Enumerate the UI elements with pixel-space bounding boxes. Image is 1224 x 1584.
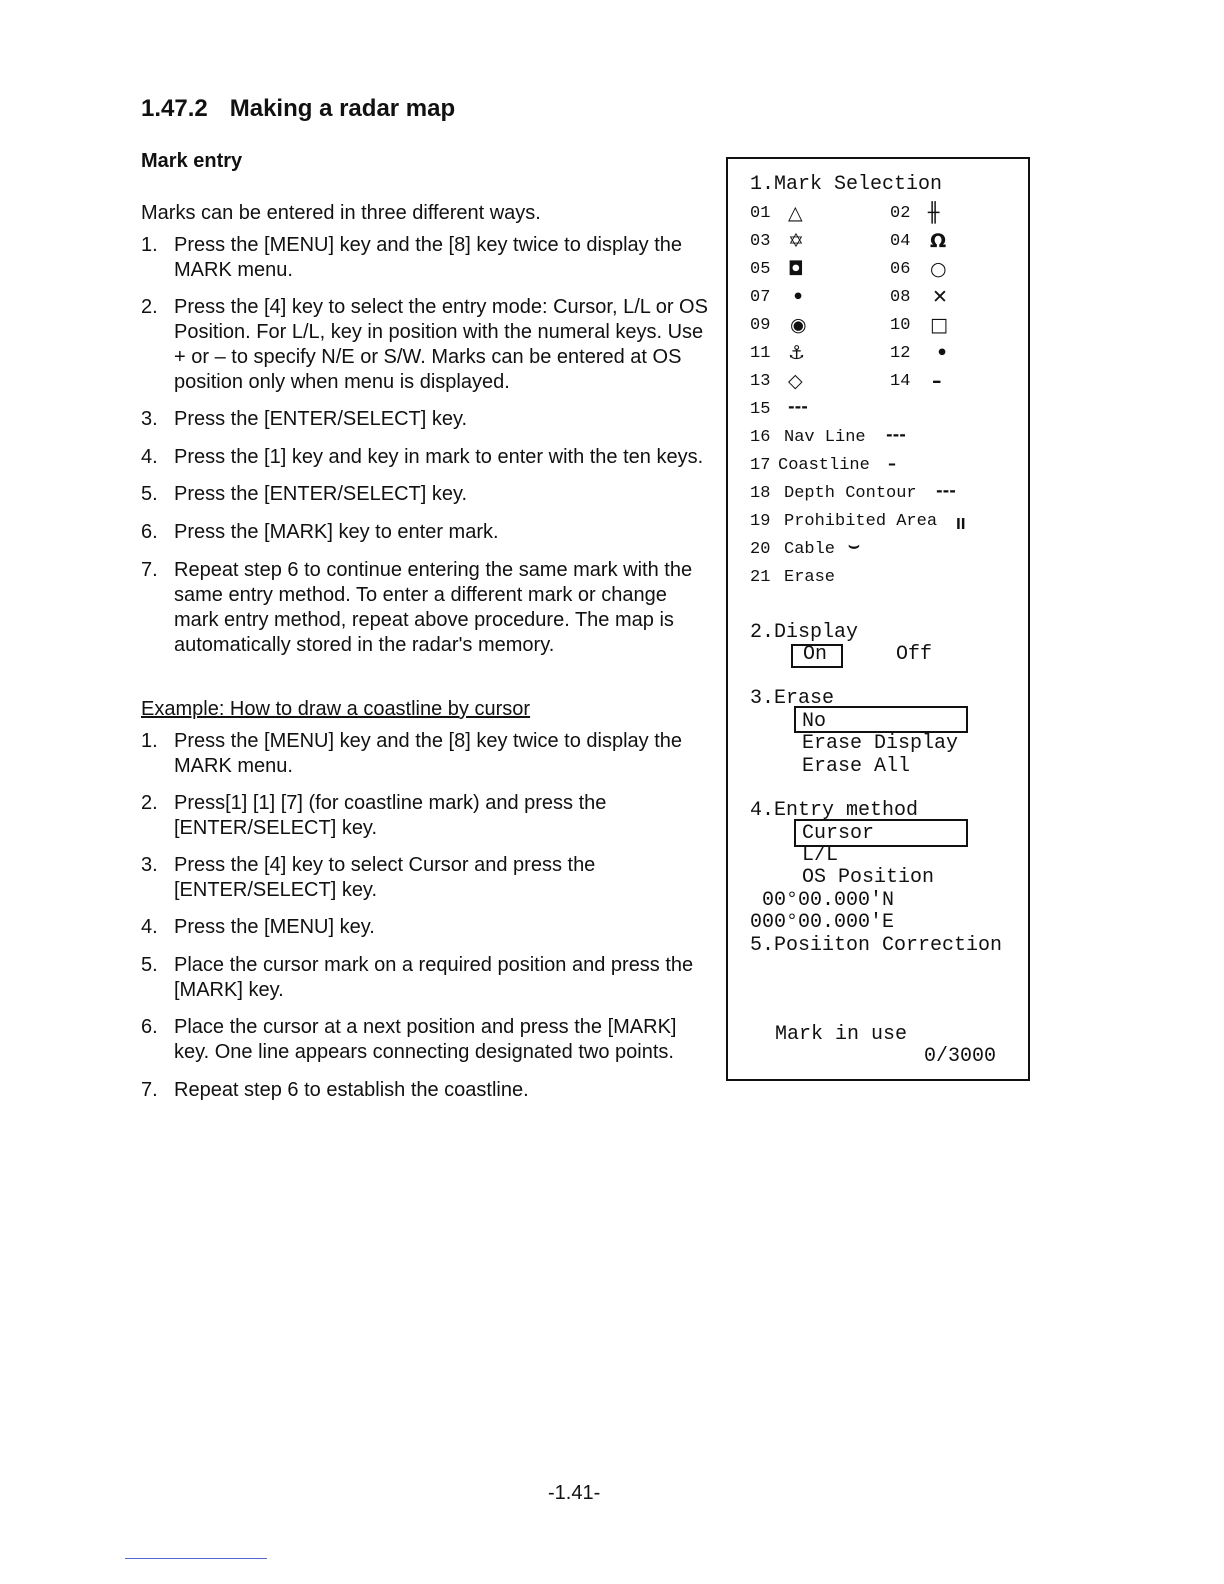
list-item: 5. Press the [ENTER/SELECT] key.	[141, 483, 468, 505]
line-mark-label: Prohibited Area	[784, 512, 938, 531]
list-item: 2. Press the [4] key to select the entry mode: Cursor, L/L or OS Position. For L/L, key in position with the numeral keys. Use + or – to specify N/E or S/W. Marks can be entered at OS position only when menu is displayed.	[141, 296, 708, 393]
subheading: Mark entry	[141, 150, 243, 172]
mark-code: 11	[750, 344, 771, 363]
list-item: 1. Press the [MENU] key and the [8] key twice to display the MARK menu.	[141, 730, 683, 777]
entry-option-ll[interactable]: L/L	[802, 844, 839, 867]
nav-line-icon: ---	[886, 425, 906, 444]
prohibited-area-icon: ꞁꞁ	[956, 514, 966, 530]
mark-code: 06	[890, 260, 911, 279]
list-item: 7. Repeat step 6 to establish the coastline.	[141, 1079, 529, 1101]
position-correction-item[interactable]: 5.Posiiton Correction	[750, 934, 1003, 957]
page-number: -1.41-	[548, 1482, 601, 1504]
lighthouse-icon: Ω	[930, 230, 947, 252]
footer-divider	[125, 1558, 267, 1559]
square-dot-icon: ◘	[788, 258, 804, 280]
diamond-icon: ◇	[788, 370, 803, 392]
list-item: 5. Place the cursor mark on a required position and press the [MARK] key.	[141, 954, 694, 1001]
fish-icon: ◉	[790, 314, 807, 336]
mark-in-use-label: Mark in use	[775, 1023, 908, 1046]
erase-heading: 3.Erase	[750, 687, 835, 710]
list-item: 3. Press the [ENTER/SELECT] key.	[141, 408, 468, 430]
mark-code: 14	[890, 372, 911, 391]
list-item: 1. Press the [MENU] key and the [8] key twice to display the MARK menu.	[141, 234, 683, 281]
mark-code: 08	[890, 288, 911, 307]
example-heading: Example: How to draw a coastline by cursor	[141, 698, 531, 720]
coastline-example-steps	[141, 729, 716, 1103]
anchor-icon: ⚓	[788, 342, 806, 364]
mark-menu-screen	[726, 157, 1030, 1081]
mark-selection-heading: 1.Mark Selection	[750, 173, 943, 196]
line-mark-label: Cable	[784, 540, 836, 559]
erase-option-all[interactable]: Erase All	[802, 755, 911, 778]
mark-code: 12	[890, 344, 911, 363]
triangle-icon: △	[788, 202, 803, 224]
list-item: 3. Press the [4] key to select Cursor and press the [ENTER/SELECT] key.	[141, 854, 596, 901]
latitude-value: 00°00.000'N	[762, 889, 895, 912]
line-mark-code: 16	[750, 428, 771, 447]
circle-icon: ○	[930, 258, 947, 280]
section-title-text: Making a radar map	[229, 95, 456, 122]
mark-code: 05	[750, 260, 771, 279]
line-mark-code: 20	[750, 540, 771, 559]
section-number: 1.47.2	[141, 95, 208, 122]
display-option-on[interactable]: On	[803, 643, 828, 666]
list-item: 7. Repeat step 6 to continue entering the same mark with the same entry method. To enter a different mark or change mark entry method, repeat above procedure. The map is automatically stored in the radar's memory.	[141, 559, 693, 656]
dash-icon: –	[932, 370, 942, 392]
mark-entry-steps	[141, 233, 716, 658]
section-title	[141, 95, 455, 123]
list-item: 6. Press the [MARK] key to enter mark.	[141, 521, 499, 543]
line-mark-code: 15	[750, 400, 771, 419]
list-item: 2. Press[1] [1] [7] (for coastline mark) and press the [ENTER/SELECT] key.	[141, 792, 607, 839]
buoy-icon: ✡	[788, 230, 804, 252]
display-heading: 2.Display	[750, 621, 859, 644]
entry-option-cursor[interactable]: Cursor	[802, 822, 875, 845]
mark-code: 07	[750, 288, 771, 307]
display-option-off[interactable]: Off	[896, 643, 933, 666]
line-mark-code: 21	[750, 568, 771, 587]
dot-icon: •	[936, 342, 949, 364]
entry-option-os-position[interactable]: OS Position	[802, 866, 935, 889]
line-mark-label: Nav Line	[784, 428, 866, 447]
line-mark-code: 17	[750, 456, 771, 475]
cable-icon: ⌣	[848, 535, 860, 556]
coastline-icon: –	[888, 454, 896, 473]
cross-icon: ✕	[932, 286, 948, 308]
dashed-line-icon: ---	[788, 397, 808, 416]
mark-code: 09	[750, 316, 771, 335]
entry-method-heading: 4.Entry method	[750, 799, 919, 822]
list-item: 6. Place the cursor at a next position and press the [MARK] key. One line appears connecting designated two points.	[141, 1016, 677, 1063]
list-item: 4. Press the [1] key and key in mark to enter with the ten keys.	[141, 446, 704, 468]
mark-code: 03	[750, 232, 771, 251]
mark-code: 01	[750, 204, 771, 223]
mark-code: 04	[890, 232, 911, 251]
intro-text: Marks can be entered in three different ways.	[141, 202, 541, 224]
line-mark-label: Erase	[784, 568, 836, 587]
depth-contour-icon: ---	[936, 481, 956, 500]
longitude-value: 000°00.000'E	[750, 911, 895, 934]
line-mark-label: Coastline	[778, 456, 870, 475]
square-icon: □	[930, 314, 948, 336]
mark-code: 10	[890, 316, 911, 335]
line-mark-label: Depth Contour	[784, 484, 917, 503]
mark-code: 02	[890, 204, 911, 223]
erase-option-display[interactable]: Erase Display	[802, 732, 959, 755]
line-mark-code: 19	[750, 512, 771, 531]
line-mark-code: 18	[750, 484, 771, 503]
erase-option-no[interactable]: No	[802, 710, 827, 733]
small-dot-icon: •	[792, 286, 805, 308]
mark-in-use-count: 0/3000	[924, 1045, 997, 1068]
mark-code: 13	[750, 372, 771, 391]
wreck-icon: ╫	[928, 202, 940, 224]
list-item: 4. Press the [MENU] key.	[141, 916, 375, 938]
